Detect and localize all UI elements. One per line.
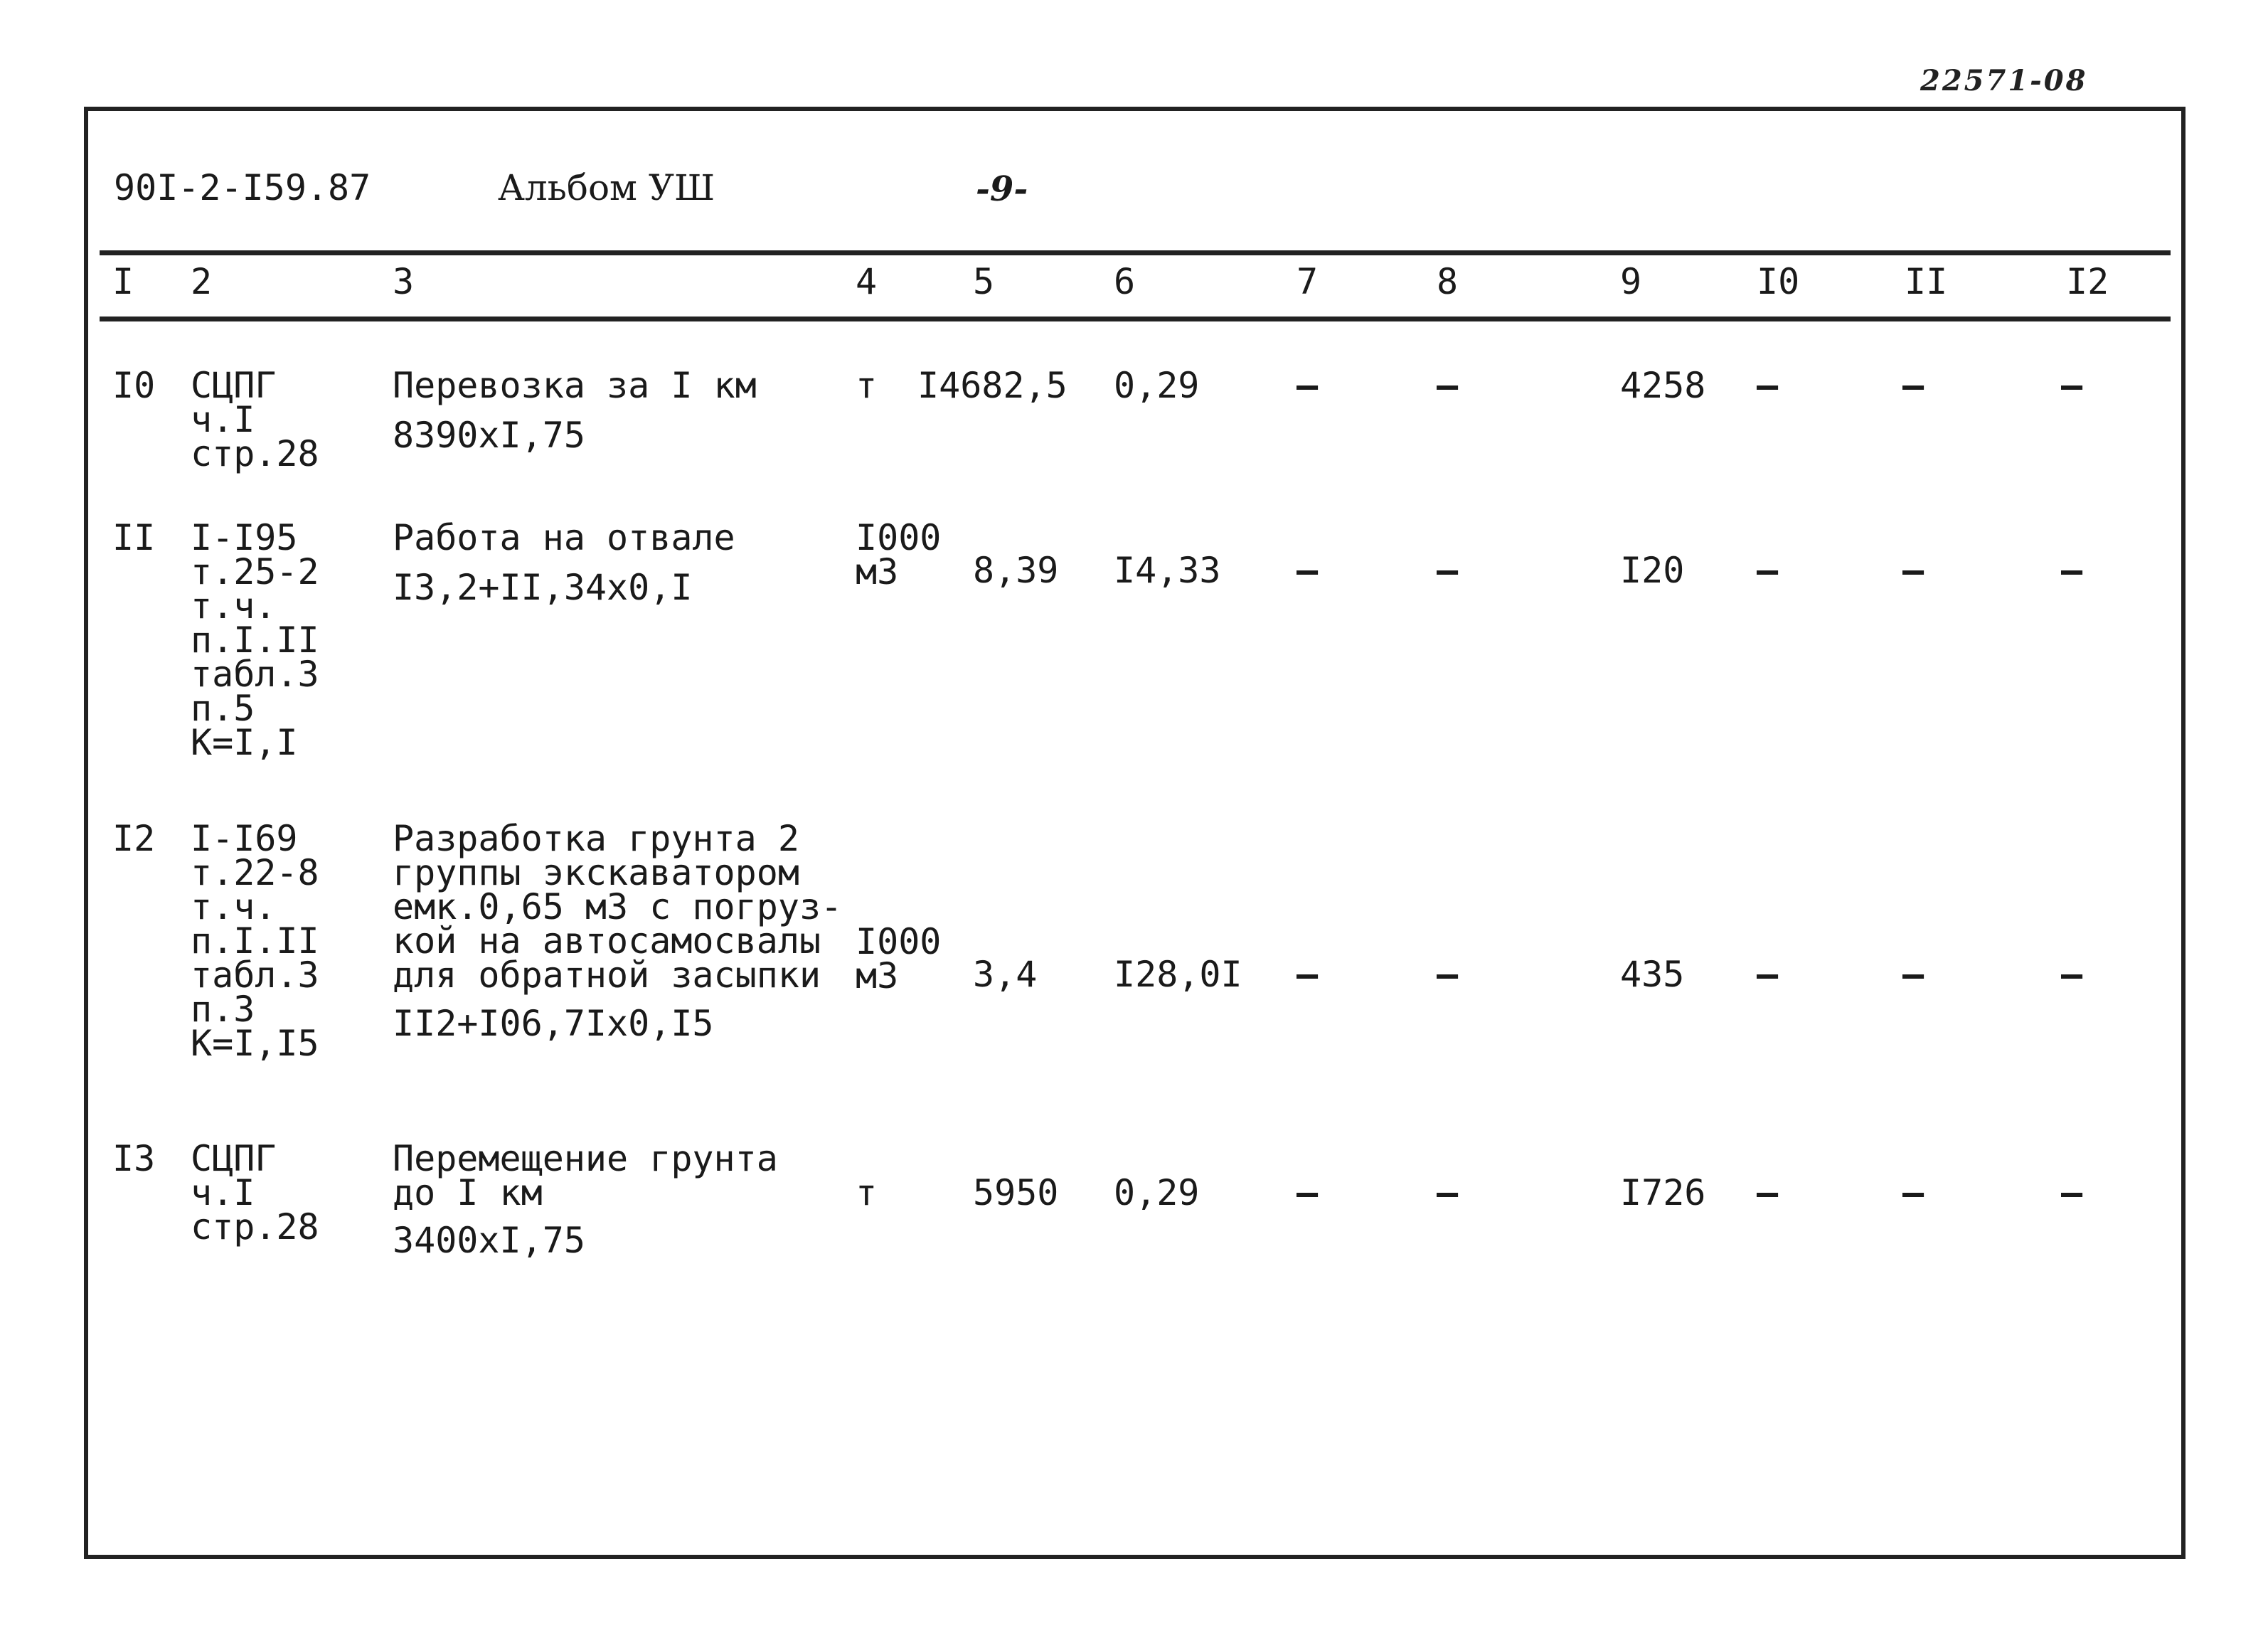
row-col10: –	[1757, 365, 1779, 406]
row-work-name: Работа на отвале	[393, 517, 735, 558]
column-number-3: 3	[393, 261, 415, 302]
row-unit-price: I4,33	[1114, 550, 1221, 591]
row-col12: –	[2061, 954, 2083, 995]
column-number-10: I0	[1757, 261, 1800, 302]
row-col9: 4258	[1620, 365, 1706, 406]
row-col11: –	[1902, 365, 1924, 406]
row-col8: –	[1437, 954, 1459, 995]
row-col11: –	[1902, 1172, 1924, 1213]
album-label: Альбом УШ	[498, 167, 715, 208]
row-formula: II2+I06,7Iх0,I5	[393, 1003, 714, 1044]
row-reference: СЦПГ ч.I стр.28	[191, 365, 319, 474]
row-work-name: Перевозка за I км	[393, 365, 757, 406]
row-number: I0	[112, 365, 156, 406]
row-unit: т	[856, 1172, 878, 1213]
row-col7: –	[1297, 954, 1319, 995]
row-formula: 8390хI,75	[393, 415, 585, 456]
row-col9: I726	[1620, 1172, 1706, 1213]
column-number-8: 8	[1437, 261, 1459, 302]
row-formula: 3400хI,75	[393, 1220, 585, 1261]
row-formula: I3,2+II,34х0,I	[393, 567, 693, 608]
row-unit: т	[856, 365, 878, 406]
row-unit-price: I28,0I	[1114, 954, 1242, 995]
column-number-12: I2	[2066, 261, 2109, 302]
row-col12: –	[2061, 1172, 2083, 1213]
column-number-7: 7	[1297, 261, 1319, 302]
document-code: 90I-2-I59.87	[114, 167, 371, 208]
row-work-name: Перемещение грунта до I км	[393, 1138, 778, 1213]
column-number-11: II	[1905, 261, 1948, 302]
row-unit: I000 м3	[856, 921, 942, 996]
row-col12: –	[2061, 550, 2083, 591]
row-quantity: 8,39	[973, 550, 1059, 591]
row-col7: –	[1297, 1172, 1319, 1213]
row-col8: –	[1437, 1172, 1459, 1213]
row-reference: СЦПГ ч.I стр.28	[191, 1138, 319, 1248]
row-col9: I20	[1620, 550, 1685, 591]
row-unit: I000 м3	[856, 517, 942, 592]
row-col7: –	[1297, 365, 1319, 406]
row-quantity: 5950	[973, 1172, 1059, 1213]
header-top-rule	[100, 250, 2171, 255]
row-col9: 435	[1620, 954, 1685, 995]
header-bottom-rule	[100, 317, 2171, 321]
column-number-2: 2	[191, 261, 213, 302]
row-col11: –	[1902, 550, 1924, 591]
row-reference: I-I95 т.25-2 т.ч. п.I.II табл.3 п.5 К=I,I	[191, 517, 319, 763]
column-number-5: 5	[973, 261, 995, 302]
column-number-4: 4	[856, 261, 878, 302]
row-number: I2	[112, 818, 156, 859]
row-col7: –	[1297, 550, 1319, 591]
row-reference: I-I69 т.22-8 т.ч. п.I.II табл.3 п.3 К=I,I5	[191, 818, 319, 1064]
row-col10: –	[1757, 550, 1779, 591]
row-unit-price: 0,29	[1114, 365, 1200, 406]
row-number: I3	[112, 1138, 156, 1179]
row-col11: –	[1902, 954, 1924, 995]
column-number-1: I	[112, 261, 134, 302]
row-col10: –	[1757, 954, 1779, 995]
row-quantity: 3,4	[973, 954, 1038, 995]
column-number-6: 6	[1114, 261, 1136, 302]
row-col8: –	[1437, 550, 1459, 591]
row-number: II	[112, 517, 156, 558]
row-col8: –	[1437, 365, 1459, 406]
row-col12: –	[2061, 365, 2083, 406]
row-unit-price: 0,29	[1114, 1172, 1200, 1213]
row-col10: –	[1757, 1172, 1779, 1213]
document-stamp-number: 22571-08	[1920, 64, 2088, 97]
row-quantity: I4682,5	[917, 365, 1068, 406]
column-number-9: 9	[1620, 261, 1642, 302]
row-work-name: Разработка грунта 2 группы экскаватором емк.0,65 м3 с погруз- кой на автосамосвалы для обратной засыпки	[393, 818, 843, 996]
page-number: -9-	[976, 169, 1028, 209]
